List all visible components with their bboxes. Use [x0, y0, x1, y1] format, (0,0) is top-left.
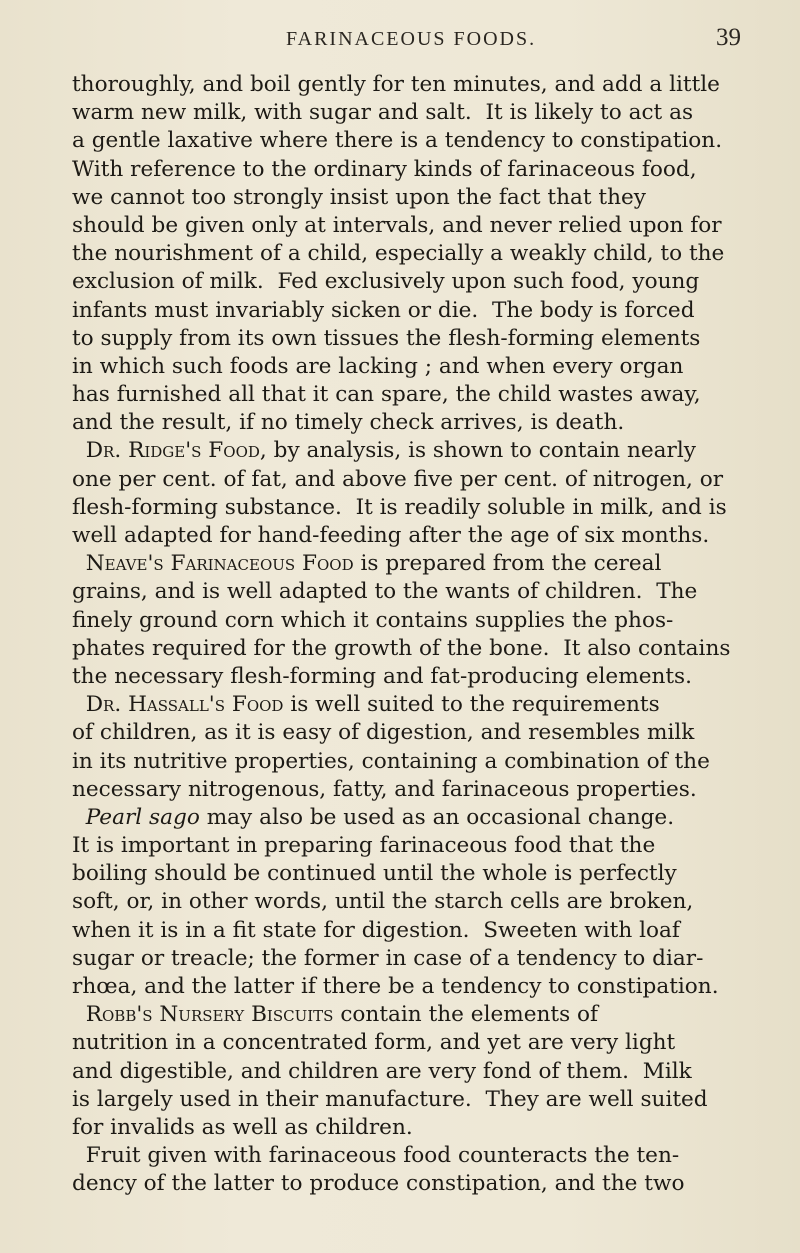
text-segment: [72, 438, 86, 463]
body-text: [72, 71, 734, 1199]
text-line: has furnished all that it can spare, the child wastes away,: [72, 382, 701, 408]
text-line: in its nutritive properties, containing a combination of the: [72, 748, 710, 774]
text-line: [72, 691, 734, 719]
text-line: for invalids as well as children.: [72, 1114, 413, 1140]
text-segment: may also be used as an occasional change.: [199, 804, 675, 830]
page-number: 39: [716, 24, 741, 51]
text-segment: contain the elements of: [333, 1002, 599, 1028]
page-header: [0, 22, 800, 62]
text-line: to supply from its own tissues the flesh-forming elements: [72, 325, 701, 351]
product-name: Robb's Nursery Biscuits: [85, 1002, 334, 1028]
text-line: exclusion of milk. Fed exclusively upon such food, young: [72, 269, 700, 295]
text-segment: [72, 551, 86, 576]
text-line: and the result, if no timely check arrives, is death.: [72, 410, 625, 436]
text-segment: , by analysis, is shown to contain nearly: [259, 438, 696, 464]
text-line: in which such foods are lacking ; and when every organ: [72, 353, 684, 379]
text-line: a gentle laxative where there is a tendency to constipation.: [72, 128, 723, 154]
italic-term: Pearl sago: [85, 804, 200, 830]
text-segment: is well suited to the requirements: [283, 692, 660, 718]
text-line: nutrition in a concentrated form, and yet are very light: [72, 1030, 676, 1056]
text-line: [72, 437, 734, 465]
text-line: rhœa, and the latter if there be a tendency to constipation.: [72, 974, 719, 999]
text-line: phates required for the growth of the bone. It also contains: [72, 635, 731, 661]
text-line: [72, 804, 734, 832]
text-line: warm new milk, with sugar and salt. It is likely to act as: [72, 100, 694, 126]
text-line: sugar or treacle; the former in case of a tendency to diar-: [72, 945, 704, 971]
text-segment: [72, 692, 86, 717]
text-line: when it is in a fit state for digestion. Sweeten with loaf: [72, 917, 680, 943]
product-name: Neave's Farinaceous Food: [85, 551, 354, 577]
text-line: It is important in preparing farinaceous food that the: [72, 833, 656, 859]
product-name: Dr. Hassall's Food: [85, 692, 284, 718]
text-line: the nourishment of a child, especially a weakly child, to the: [72, 241, 725, 267]
text-line: thoroughly, and boil gently for ten minutes, and add a little: [72, 72, 720, 97]
text-segment: is prepared from the cereal: [353, 551, 662, 577]
text-line: and digestible, and children are very fond of them. Milk: [72, 1058, 692, 1084]
text-line: soft, or, in other words, until the starch cells are broken,: [72, 889, 694, 915]
text-line: the necessary flesh-forming and fat-producing elements.: [72, 663, 692, 689]
text-line: well adapted for hand-feeding after the age of six months.: [72, 523, 710, 548]
text-line: infants must invariably sicken or die. The body is forced: [72, 297, 695, 323]
text-line: flesh-forming substance. It is readily soluble in milk, and is: [72, 494, 727, 520]
running-head: FARINACEOUS FOODS.: [286, 28, 537, 50]
text-segment: [72, 1002, 86, 1027]
text-line: should be given only at intervals, and never relied upon for: [72, 212, 722, 238]
text-line: [72, 550, 734, 578]
text-line: Fruit given with farinaceous food counteracts the ten-: [72, 1143, 680, 1169]
text-line: necessary nitrogenous, fatty, and farinaceous properties.: [72, 776, 697, 802]
text-line: one per cent. of fat, and above five per cent. of nitrogen, or: [72, 466, 724, 492]
text-line: [72, 1001, 734, 1029]
text-line: finely ground corn which it contains supplies the phos-: [72, 607, 674, 633]
text-line: is largely used in their manufacture. They are well suited: [72, 1086, 708, 1112]
text-line: boiling should be continued until the whole is perfectly: [72, 861, 677, 887]
text-segment: [72, 805, 86, 830]
text-line: we cannot too strongly insist upon the fact that they: [72, 184, 646, 210]
product-name: Dr. Ridge's Food: [85, 438, 260, 464]
text-line: With reference to the ordinary kinds of farinaceous food,: [72, 156, 697, 182]
text-line: dency of the latter to produce constipation, and the two: [72, 1171, 685, 1197]
text-line: grains, and is well adapted to the wants of children. The: [72, 579, 698, 605]
text-line: of children, as it is easy of digestion, and resembles milk: [72, 720, 695, 746]
